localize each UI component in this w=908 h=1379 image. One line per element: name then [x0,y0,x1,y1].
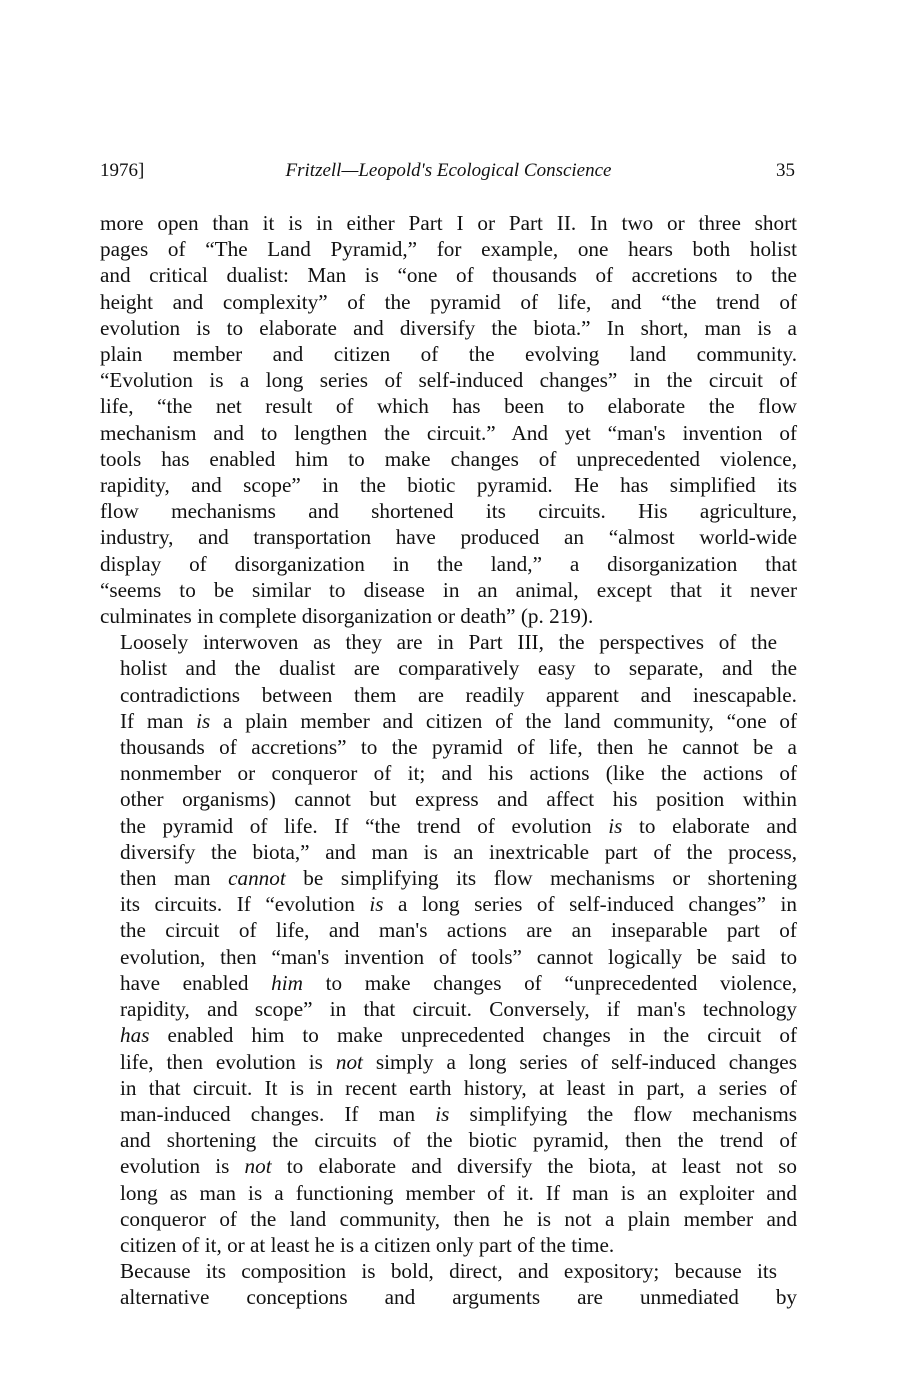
text-line [100,1258,797,1284]
text-line [100,524,797,550]
italic-text: is [435,1101,450,1126]
text-run: other organisms) cannot but express and affect his position within [120,787,797,812]
text-run: flow mechanisms and shortened its circuits. His agriculture, [100,499,797,524]
italic-text: is [369,892,384,917]
text-line [100,629,797,655]
text-line [100,1206,797,1232]
text-line [100,341,797,367]
text-line [100,1075,797,1101]
text-run: its circuits. If “evolution [120,892,370,917]
document-page [100,156,797,1311]
text-line [100,1180,797,1206]
page-number: 35 [776,160,795,181]
text-line [100,210,797,236]
body-text [100,210,797,1311]
italic-text: is [196,708,211,733]
italic-text: has [120,1023,150,1048]
text-line [100,289,797,315]
text-line [100,577,797,603]
text-run: If man [120,708,197,733]
text-line [100,446,797,472]
text-run: rapidity, and scope” in that circuit. Conversely, if man's technology [120,997,797,1022]
text-run: “seems to be similar to disease in an animal, except that it never [100,577,798,602]
text-run: a plain member and citizen of the land community, “one of [210,708,798,733]
text-run: nonmember or conqueror of it; and his actions (like the actions of [120,761,798,786]
text-run: have enabled [120,970,272,995]
text-line [100,262,797,288]
text-run: long as man is a functioning member of it. If man is an exploiter and [120,1180,797,1205]
text-line [100,996,797,1022]
text-run: simplifying the flow mechanisms [449,1101,797,1126]
text-line [100,315,797,341]
text-line [100,498,797,524]
text-line [100,472,797,498]
text-line [100,236,797,262]
text-line [100,1022,797,1048]
text-line [100,708,797,734]
text-run: industry, and transportation have produced an “almost world-wide [100,525,797,550]
text-run: a long series of self-induced changes” in [383,892,797,917]
text-line [100,1153,797,1179]
text-run: contradictions between them are readily apparent and inescapable. [120,682,797,707]
text-run: height and complexity” of the pyramid of life, and “the trend of [100,289,797,314]
text-run: evolution is to elaborate and diversify the biota.” In short, man is a [100,315,797,340]
text-line [100,367,797,393]
text-run: the pyramid of life. If “the trend of evolution [120,813,609,838]
text-run: and critical dualist: Man is “one of thousands of accretions to the [100,263,797,288]
text-run: be simplifying its flow mechanisms or shortening [285,866,798,891]
text-run: to elaborate and diversify the biota, at least not so [271,1154,797,1179]
text-run: “Evolution is a long series of self-induced changes” in the circuit of [100,368,798,393]
text-run: to make changes of “unprecedented violence, [302,970,798,995]
text-run: pages of “The Land Pyramid,” for example, one hears both holist [100,237,797,262]
text-run: evolution is [120,1154,245,1179]
italic-text: not [335,1049,363,1074]
text-line [100,734,797,760]
italic-text: cannot [228,866,286,891]
text-run: then man [120,866,229,891]
text-run: Because its composition is bold, direct, and expository; because its [120,1259,778,1284]
text-line [100,891,797,917]
text-line [100,917,797,943]
text-line [100,655,797,681]
text-run: simply a long series of self-induced changes [362,1049,797,1074]
text-run: more open than it is in either Part I or Part II. In two or three short [100,211,798,235]
text-line [100,944,797,970]
text-run: rapidity, and scope” in the biotic pyramid. He has simplified its [100,473,798,498]
text-line [100,682,797,708]
paragraph [100,629,797,1258]
text-line [100,393,797,419]
text-run: life, “the net result of which has been to elaborate the flow [100,394,797,419]
text-run: and shortening the circuits of the biotic pyramid, then the trend of [120,1128,798,1153]
text-run: evolution, then “man's invention of tools” cannot logically be said to [120,944,798,969]
text-run: alternative conceptions and arguments are unmediated by [120,1285,798,1310]
text-line [100,551,797,577]
text-run: Loosely interwoven as they are in Part III, the perspectives of the [120,630,777,655]
text-run: enabled him to make unprecedented changes in the circuit of [149,1023,798,1048]
text-run: display of disorganization in the land,” a disorganization that [100,551,797,576]
text-run: plain member and citizen of the evolving land community. [100,342,798,367]
text-run: in that circuit. It is in recent earth history, at least in part, a series of [120,1075,797,1100]
text-line [100,813,797,839]
text-run: citizen of it, or at least he is a citizen only part of the time. [120,1232,615,1257]
text-line [100,839,797,865]
text-run: tools has enabled him to make changes of unprecedented violence, [100,446,798,471]
text-run: to elaborate and [622,813,798,838]
italic-text: not [244,1154,272,1179]
italic-text: him [271,970,303,995]
text-run: diversify the biota,” and man is an inextricable part of the process, [120,839,798,864]
italic-text: is [608,813,623,838]
text-line [100,1101,797,1127]
paragraph [100,210,797,629]
text-line [100,1127,797,1153]
text-run: mechanism and to lengthen the circuit.” And yet “man's invention of [100,420,798,445]
text-run: life, then evolution is [120,1049,336,1074]
text-run: conqueror of the land community, then he is not a plain member and [120,1206,798,1231]
text-line [100,970,797,996]
running-head [100,156,797,186]
text-line [100,420,797,446]
text-run: culminates in complete disorganization or death” (p. 219). [100,604,594,629]
text-line [100,760,797,786]
text-run: man-induced changes. If man [120,1101,436,1126]
text-line [100,786,797,812]
text-run: the circuit of life, and man's actions are an inseparable part of [120,918,797,943]
text-line [100,603,797,629]
text-line [100,1232,797,1258]
running-title: Fritzell—Leopold's Ecological Conscience [285,160,612,181]
paragraph [100,1258,797,1310]
text-line [100,1049,797,1075]
text-line [100,865,797,891]
text-line [100,1284,797,1310]
journal-year: 1976] [100,160,145,181]
text-run: thousands of accretions” to the pyramid of life, then he cannot be a [120,735,797,760]
text-run: holist and the dualist are comparatively easy to separate, and the [120,656,797,681]
